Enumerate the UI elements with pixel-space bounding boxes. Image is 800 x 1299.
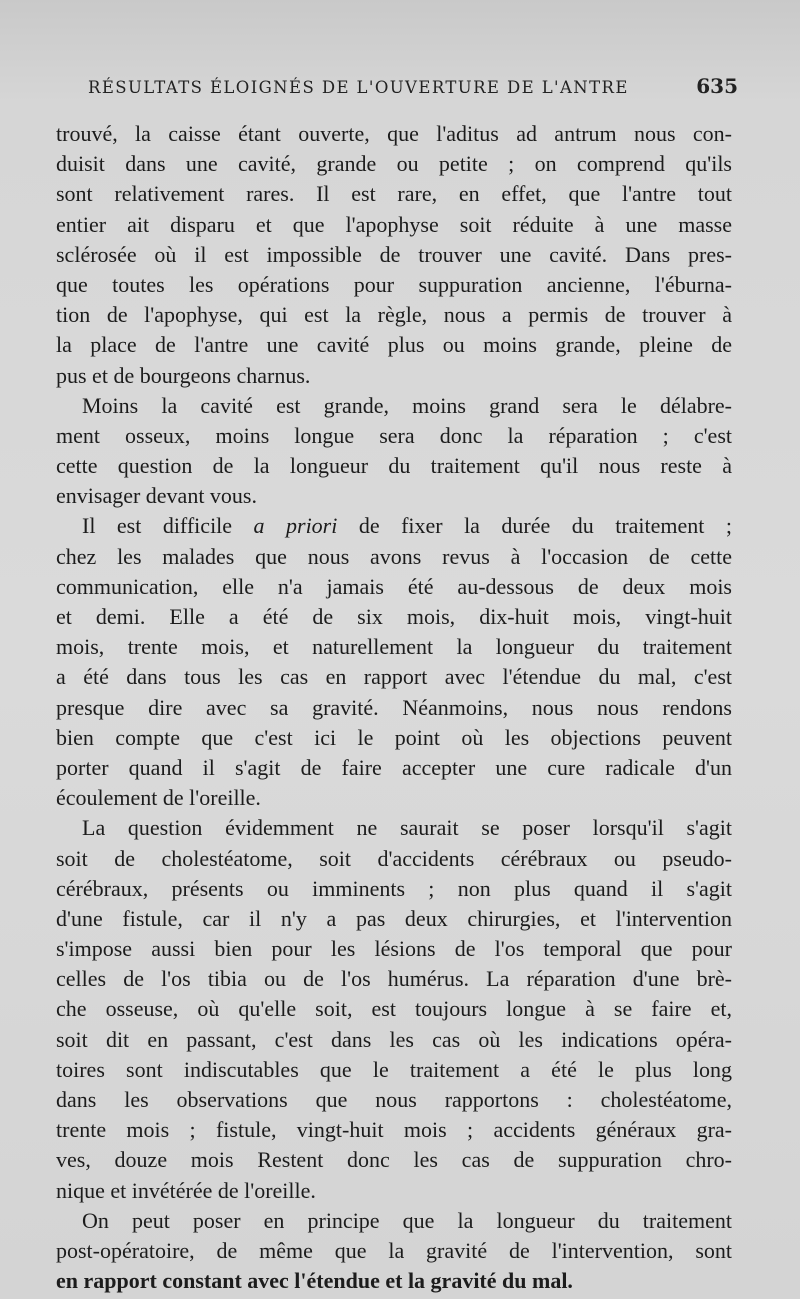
page-number: 635 — [696, 74, 738, 98]
paragraph-4 — [56, 813, 732, 1205]
text-line: ment osseux, moins longue sera donc la réparation ; c'est — [56, 422, 732, 448]
paragraph-1 — [56, 119, 732, 391]
text-line: que toutes les opérations pour suppuration ancienne, l'éburna- — [56, 271, 732, 297]
text-line: la place de l'antre une cavité plus ou moins grande, pleine de — [56, 332, 732, 358]
text-line: cérébraux, présents ou imminents ; non plus quand il s'agit — [56, 875, 732, 901]
text-line: s'impose aussi bien pour les lésions de l'os temporal que pour — [56, 936, 732, 962]
text-line: celles de l'os tibia ou de l'os humérus. La réparation d'une brè- — [56, 966, 732, 992]
text-line: pus et de bourgeons charnus. — [56, 362, 311, 388]
text-line: bien compte que c'est ici le point où les objections peuvent — [56, 724, 732, 750]
text-line: toires sont indiscutables que le traitement a été le plus long — [56, 1056, 732, 1082]
text-line: mois, trente mois, et naturellement la longueur du traitement — [56, 634, 732, 660]
text-line: envisager devant vous. — [56, 483, 257, 509]
text-line: entier ait disparu et que l'apophyse soit réduite à une masse — [56, 211, 732, 237]
page-header — [88, 74, 738, 98]
text-line: a été dans tous les cas en rapport avec l'étendue du mal, c'est — [56, 664, 732, 690]
text-line: nique et invétérée de l'oreille. — [56, 1177, 316, 1203]
text-line: soit dit en passant, c'est dans les cas où les indications opéra- — [56, 1026, 732, 1052]
text-line: La question évidemment ne saurait se poser lorsqu'il s'agit — [82, 815, 732, 841]
text-line: d'une fistule, car il n'y a pas deux chirurgies, et l'intervention — [56, 905, 732, 931]
text-line: presque dire avec sa gravité. Néanmoins, nous nous rendons — [56, 694, 732, 720]
text-line: communication, elle n'a jamais été au-dessous de deux mois — [56, 573, 732, 599]
text-line: Moins la cavité est grande, moins grand sera le délabre- — [82, 392, 732, 418]
text-line: écoulement de l'oreille. — [56, 785, 261, 811]
text-line: tion de l'apophyse, qui est la règle, nous a permis de trouver à — [56, 302, 732, 328]
text-line: che osseuse, où qu'elle soit, est toujours longue à se faire et, — [56, 996, 732, 1022]
text-line: chez les malades que nous avons revus à l'occasion de cette — [56, 543, 732, 569]
text-line: On peut poser en principe que la longueur du traitement — [82, 1207, 732, 1233]
running-title: RÉSULTATS ÉLOIGNÉS DE L'OUVERTURE DE L'ANTRE — [88, 78, 629, 97]
text-line: cette question de la longueur du traitement qu'il nous reste à — [56, 453, 732, 479]
text-line: post-opératoire, de même que la gravité de l'intervention, sont — [56, 1237, 732, 1263]
text-line: porter quand il s'agit de faire accepter une cure radicale d'un — [56, 754, 732, 780]
text-line: dans les observations que nous rapportons : cholestéatome, — [56, 1087, 732, 1112]
text-line: ves, douze mois Restent donc les cas de suppuration chro- — [56, 1147, 732, 1173]
text-line: et demi. Elle a été de six mois, dix-huit mois, vingt-huit — [56, 604, 732, 629]
text-line-with-italic: Il est difficile a priori de fixer la durée du traitement ; — [82, 513, 732, 539]
text-line: sclérosée où il est impossible de trouver une cavité. Dans pres- — [56, 241, 732, 267]
text-line: trente mois ; fistule, vingt-huit mois ; accidents généraux gra- — [56, 1117, 732, 1143]
text-line: trouvé, la caisse étant ouverte, que l'aditus ad antrum nous con- — [56, 121, 732, 146]
italic-phrase: a priori — [253, 513, 338, 539]
paragraph-5 — [56, 1206, 732, 1297]
text-line: soit de cholestéatome, soit d'accidents cérébraux ou pseudo- — [56, 845, 732, 871]
text-line: en rapport constant avec l'étendue et la gravité du mal. — [56, 1268, 573, 1294]
text-line: duisit dans une cavité, grande ou petite ; on comprend qu'ils — [56, 151, 732, 177]
paragraph-3 — [56, 511, 732, 813]
body-text — [56, 119, 732, 1296]
paragraph-2 — [56, 391, 732, 512]
text-line: sont relativement rares. Il est rare, en effet, que l'antre tout — [56, 181, 732, 207]
